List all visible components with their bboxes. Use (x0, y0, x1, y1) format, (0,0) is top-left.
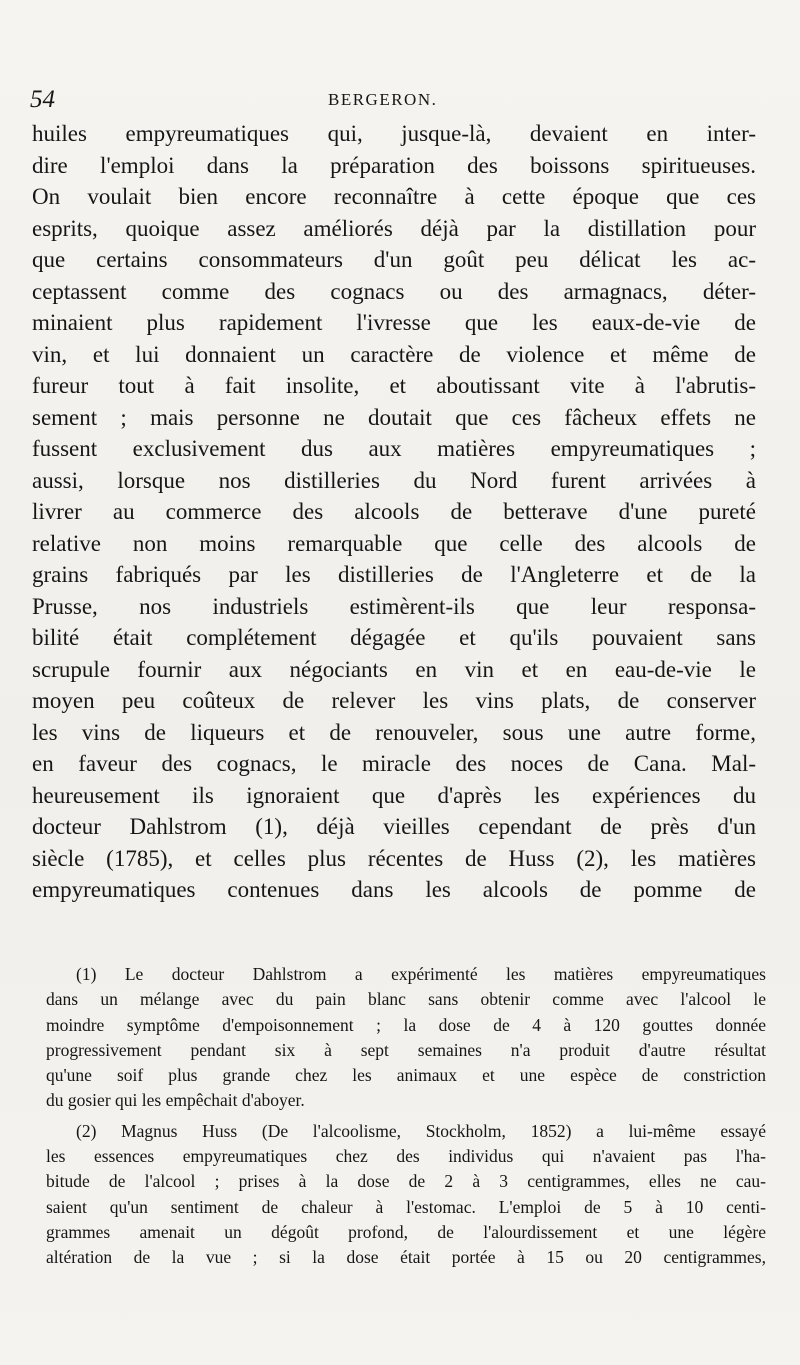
footnote-1 (46, 962, 766, 1114)
body-line: moyen peu coûteux de relever les vins plats, de conserver (32, 688, 756, 713)
body-line: Prusse, nos industriels estimèrent-ils que leur responsa- (32, 593, 756, 619)
footnote-line: altération de la vue ; si la dose était portée à 15 ou 20 centigrammes, (46, 1247, 766, 1268)
body-line: fureur tout à fait insolite, et aboutissant vite à l'abrutis- (32, 373, 756, 398)
body-line: ceptassent comme des cognacs ou des armagnacs, déter- (32, 278, 756, 304)
body-line: les vins de liqueurs et de renouveler, sous une autre forme, (32, 719, 756, 745)
running-head: BERGERON. (328, 90, 438, 109)
footnote-2 (46, 1119, 766, 1271)
page-number: 54 (30, 86, 55, 113)
body-line: en faveur des cognacs, le miracle des noces de Cana. Mal- (32, 751, 756, 776)
footnote-line: moindre symptôme d'empoisonnement ; la dose de 4 à 120 gouttes donnée (46, 1014, 766, 1035)
body-line: scrupule fournir aux négociants en vin et en eau-de-vie le (32, 656, 756, 682)
body-line: huiles empyreumatiques qui, jusque-là, devaient en inter- (32, 121, 756, 146)
footnote-line: saient qu'un sentiment de chaleur à l'estomac. L'emploi de 5 à 10 centi- (46, 1196, 766, 1217)
footnotes (46, 962, 766, 1271)
footnote-line: progressivement pendant six à sept semaines n'a produit d'autre résultat (46, 1039, 766, 1060)
body-line: empyreumatiques contenues dans les alcools de pomme de (32, 877, 756, 902)
footnote-line: dans un mélange avec du pain blanc sans obtenir comme avec l'alcool le (46, 989, 766, 1010)
footnote-line: (1) Le docteur Dahlstrom a expérimenté les matières empyreumatiques (76, 964, 766, 984)
body-line: dire l'emploi dans la préparation des boissons spiritueuses. (32, 152, 756, 178)
body-line: que certains consommateurs d'un goût peu délicat les ac- (32, 247, 756, 272)
footnote-line: grammes amenait un dégoût profond, de l'alourdissement et une légère (46, 1221, 766, 1242)
footnote-line: bitude de l'alcool ; prises à la dose de 2 à 3 centigrammes, elles ne cau- (46, 1171, 766, 1192)
body-line: relative non moins remarquable que celle des alcools de (32, 530, 756, 556)
body-line: docteur Dahlstrom (1), déjà vieilles cependant de près d'un (32, 814, 756, 839)
body-line: grains fabriqués par les distilleries de l'Angleterre et de la (32, 562, 756, 587)
body-line: bilité était complétement dégagée et qu'ils pouvaient sans (32, 625, 756, 650)
body-line: esprits, quoique assez améliorés déjà par la distillation pour (32, 215, 756, 241)
footnote-line: qu'une soif plus grande chez les animaux et une espèce de constriction (46, 1065, 766, 1086)
footnote-line: (2) Magnus Huss (De l'alcoolisme, Stockholm, 1852) a lui-même essayé (76, 1120, 766, 1141)
body-paragraph (32, 118, 756, 906)
body-line: vin, et lui donnaient un caractère de violence et même de (32, 341, 756, 367)
page-header (30, 86, 770, 116)
body-line: aussi, lorsque nos distilleries du Nord furent arrivées à (32, 467, 756, 493)
body-line: fussent exclusivement dus aux matières empyreumatiques ; (32, 436, 756, 461)
body-line: livrer au commerce des alcools de betterave d'une pureté (32, 499, 756, 524)
body-line: On voulait bien encore reconnaître à cette époque que ces (32, 184, 756, 209)
body-line: siècle (1785), et celles plus récentes de Huss (2), les matières (32, 845, 756, 871)
footnote-line: les essences empyreumatiques chez des individus qui n'avaient pas l'ha- (46, 1146, 766, 1167)
footnote-line: du gosier qui les empêchait d'aboyer. (46, 1090, 305, 1111)
body-line: minaient plus rapidement l'ivresse que les eaux-de-vie de (32, 310, 756, 335)
body-line: heureusement ils ignoraient que d'après les expériences du (32, 782, 756, 808)
body-line: sement ; mais personne ne doutait que ces fâcheux effets ne (32, 404, 756, 430)
